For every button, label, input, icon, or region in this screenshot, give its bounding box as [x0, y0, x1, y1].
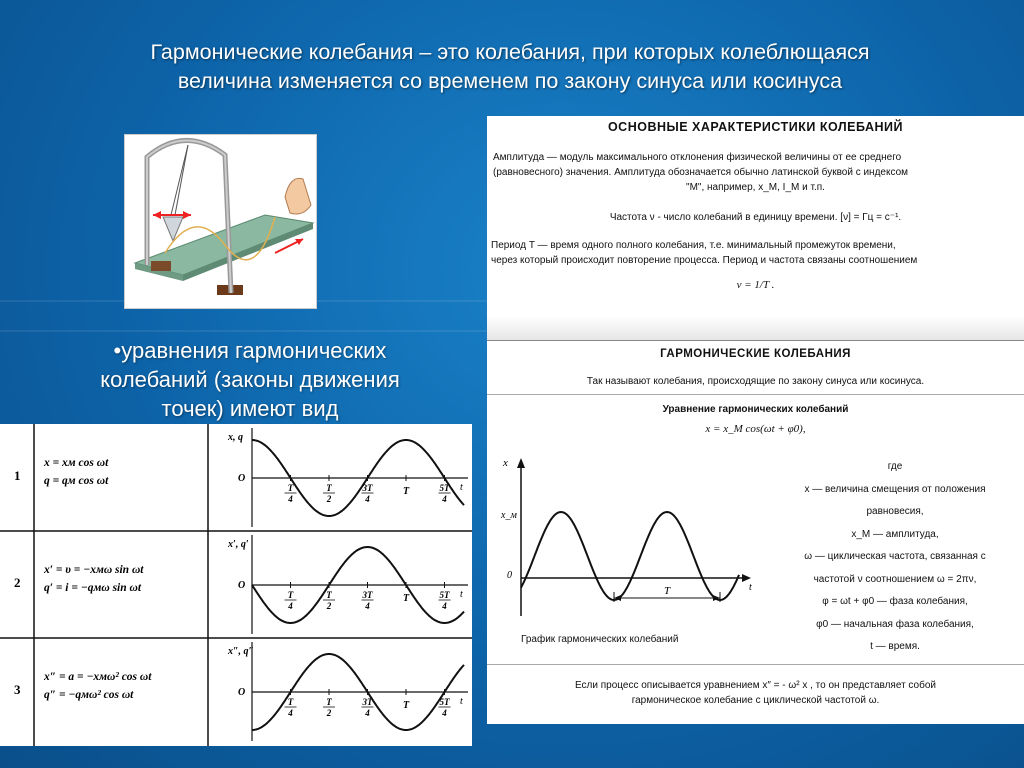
slide-title [40, 38, 980, 96]
tick-label-den: 4 [365, 601, 370, 611]
graph-axis-label: x″, q″ [228, 646, 255, 657]
bottom-line: гармоническое колебание с циклической частотой ω. [631, 695, 880, 706]
graph-origin-label: O [238, 580, 246, 591]
title-line-2: величина изменяется со временем по закону синуса или косинуса [177, 69, 843, 93]
harmonic-equation: x = x_M cos(ωt + φ0), [705, 423, 806, 435]
graph-axis-label: x′, q′ [228, 539, 249, 550]
graph-t-label: t [460, 589, 463, 600]
legend-list [770, 456, 1020, 659]
legend-item: частотой ν соотношением ω = 2πν, [813, 573, 977, 585]
bottom-line: Если процесс описывается уравнением x″ = - ω² x , то он представляет собой [574, 680, 936, 691]
tick-label-num: 3T [362, 483, 373, 493]
row-number: 1 [14, 468, 21, 483]
tick-label-den: 4 [288, 494, 293, 504]
bullet-line: точек) имеют вид [161, 396, 339, 421]
legend-item: x — величина смещения от положения [804, 483, 986, 495]
graph-origin-label: O [238, 473, 246, 484]
tick-label-den: 4 [288, 708, 293, 718]
legend-item: t — время. [870, 641, 920, 652]
tick-label: T [402, 486, 410, 497]
title-line-1: Гармонические колебания – это колебания, при которых колеблющаяся [150, 40, 870, 64]
card-divider-line [487, 664, 1024, 665]
graph-origin-label: O [238, 687, 246, 698]
legend-item: φ = ωt + φ0 — фаза колебания, [822, 596, 968, 607]
equation-line: x″ = a = −xмω² cos ωt [44, 671, 152, 683]
equations-table [0, 424, 472, 746]
tick-label-den: 4 [442, 494, 447, 504]
tick-label-num: 5T [439, 590, 450, 600]
graph-x-arrow [742, 574, 751, 582]
bullet-line: колебаний (законы движения [100, 367, 400, 392]
card-divider-line [487, 340, 1024, 341]
equation-line: q″ = −qмω² cos ωt [44, 689, 134, 701]
tick-label-num: T [287, 697, 294, 707]
tick-label-den: 4 [365, 494, 370, 504]
card-divider [487, 316, 1024, 340]
period-line: через который происходит повторение процесса. Период и частота связаны соотношением [491, 255, 918, 266]
graph-caption: График гармонических колебаний [521, 634, 679, 645]
tick-label-num: T [326, 590, 332, 600]
amplitude-line: Амплитуда — модуль максимального отклонения физической величины от ее среднего [493, 152, 902, 163]
graph-y-arrow [517, 458, 525, 468]
equation-line: x′ = υ = −xмω sin ωt [44, 564, 144, 576]
equations-table-svg [0, 424, 472, 746]
tick-label-den: 4 [442, 601, 447, 611]
bottom-text [487, 678, 1024, 708]
graph-t-label: t [460, 482, 463, 493]
amplitude-line: "М", например, x_M, I_M и т.п. [686, 182, 825, 193]
period-text [491, 238, 1020, 268]
graph-zero-label: 0 [507, 570, 512, 581]
tick-label-num: T [287, 590, 294, 600]
tick-label-num: 5T [439, 483, 450, 493]
graph-x-label: x [503, 457, 508, 469]
tick-label-num: 3T [362, 697, 373, 707]
equation-title: Уравнение гармонических колебаний [662, 404, 849, 415]
tick-label-den: 2 [326, 494, 332, 504]
legend-item: равновесия, [866, 506, 924, 517]
row-number: 3 [14, 682, 21, 697]
tick-label: T [402, 700, 410, 711]
legend-item: ω — циклическая частота, связанная с [804, 551, 986, 562]
equation-line: q = qм cos ωt [44, 475, 109, 487]
tick-label: T [402, 593, 410, 604]
graph-xm-label: x_м [501, 510, 517, 521]
amplitude-line: (равновесного) значения. Амплитуда обозначается обычно латинской буквой с индексом [493, 167, 909, 178]
graph-axis-label: x, q [228, 432, 243, 443]
graph-T-label: T [663, 585, 671, 597]
tick-label-num: T [326, 697, 332, 707]
graph-t-label: t [460, 696, 463, 707]
harmonic-graph [487, 452, 767, 642]
frequency-text: Частота ν - число колебаний в единицу времени. [ν] = Гц = с⁻¹. [609, 212, 902, 223]
graph-t-label: t [749, 582, 752, 593]
pendulum-illustration [124, 134, 317, 309]
section2-title: ГАРМОНИЧЕСКИЕ КОЛЕБАНИЯ [660, 348, 851, 360]
tick-label-den: 4 [365, 708, 370, 718]
definition-text: Так называют колебания, происходящие по закону синуса или косинуса. [586, 376, 925, 387]
tick-label-den: 4 [442, 708, 447, 718]
nu-formula: ν = 1/T . [736, 279, 775, 291]
card-divider-line [487, 394, 1024, 395]
reference-card [487, 116, 1024, 724]
equation-line: q′ = i = −qмω sin ωt [44, 582, 142, 594]
tick-label-den: 4 [288, 601, 293, 611]
tick-label-num: T [287, 483, 294, 493]
row-number: 2 [14, 575, 21, 590]
legend-item: x_M — амплитуда, [851, 528, 939, 540]
harmonic-curve [521, 512, 739, 600]
bullet-line: •уравнения гармонических [113, 338, 387, 363]
legend-where: где [887, 461, 903, 472]
bullet-text [55, 336, 445, 423]
tick-label-num: 3T [362, 590, 373, 600]
tick-label-den: 2 [326, 601, 332, 611]
period-line: Период T — время одного полного колебания, т.е. минимальный промежуток времени, [491, 240, 896, 251]
section1-title: ОСНОВНЫЕ ХАРАКТЕРИСТИКИ КОЛЕБАНИЙ [607, 120, 904, 134]
tick-label-num: T [326, 483, 332, 493]
amplitude-text [493, 150, 1018, 195]
tick-label-num: 5T [439, 697, 450, 707]
legend-item: φ0 — начальная фаза колебания, [816, 618, 974, 630]
equation-line: x = xм cos ωt [44, 457, 109, 469]
tick-label-den: 2 [326, 708, 332, 718]
